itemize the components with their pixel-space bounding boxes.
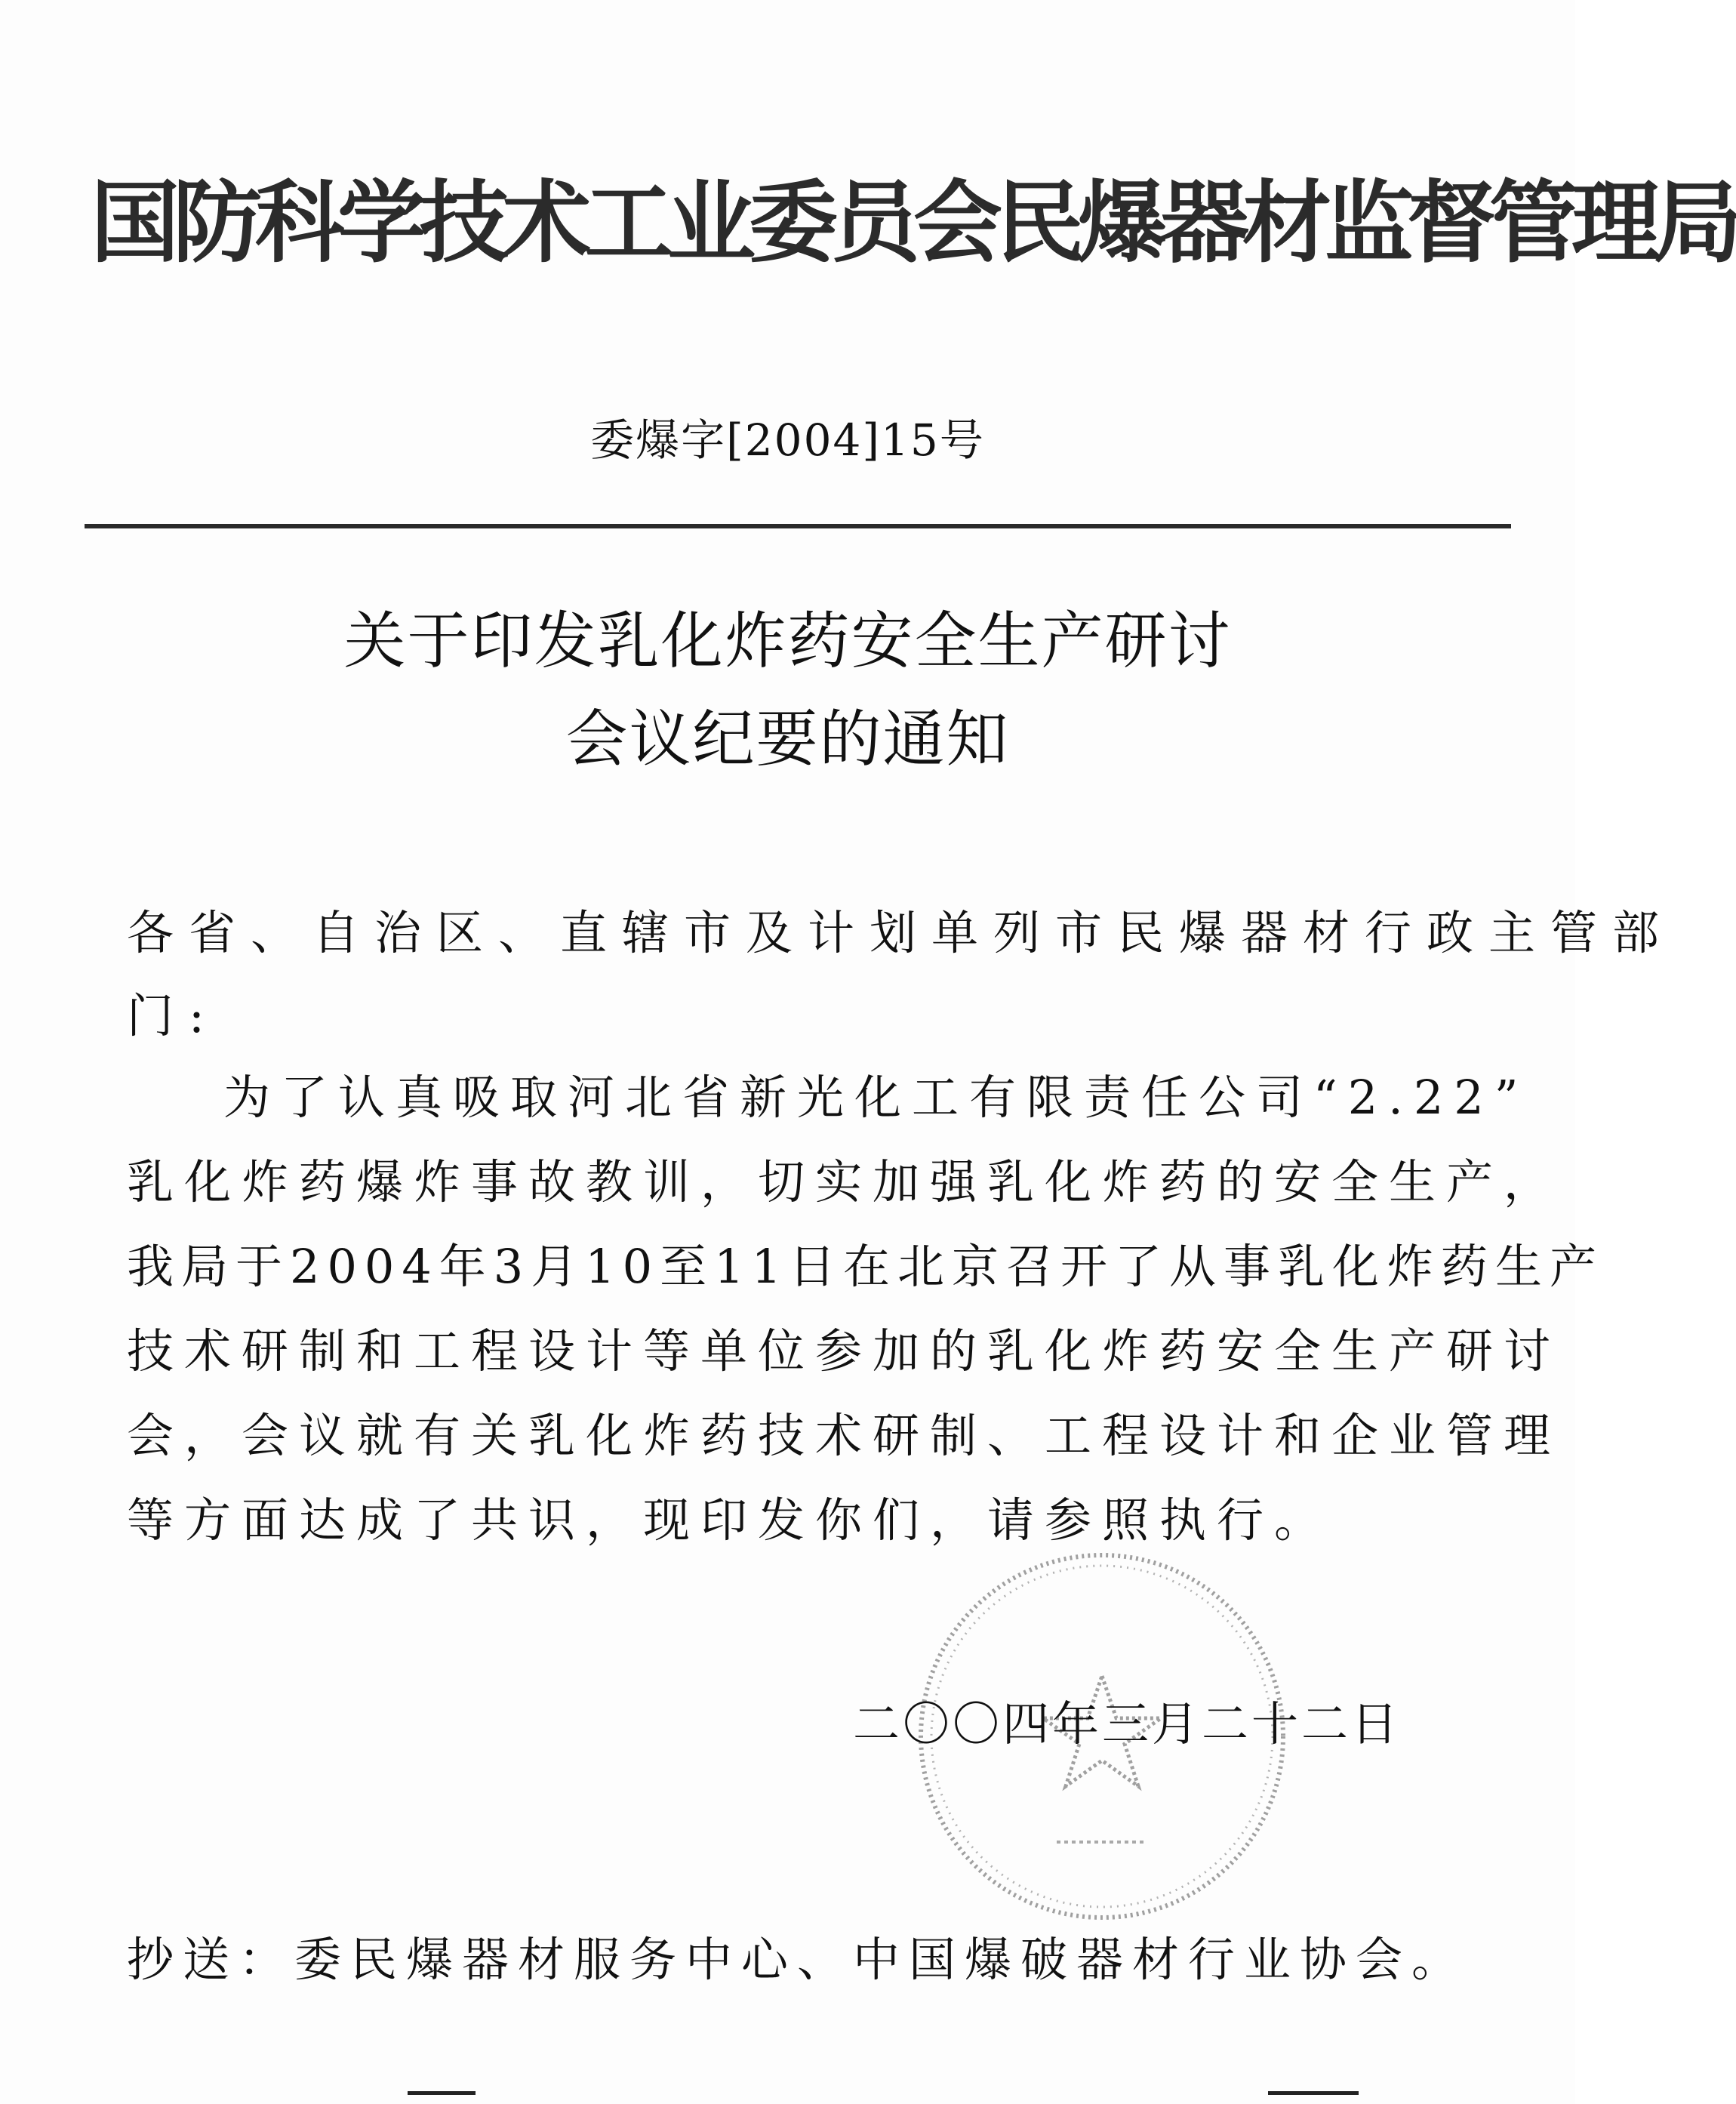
organization-header: 国防科学技术工业委员会民爆器材监督管理局 — [91, 171, 1736, 275]
copy-to-line: 抄送：委民爆器材服务中心、中国爆破器材行业协会。 — [127, 1932, 1468, 1987]
salutation-line-1: 各省、自治区、直辖市及计划单列市民爆器材行政主管部 — [127, 905, 1675, 960]
footer-divider-left — [408, 2091, 476, 2095]
body-line-3: 我局于2004年3月10至11日在北京召开了从事乳化炸药生产 — [127, 1239, 1605, 1294]
header-divider — [85, 524, 1511, 528]
body-line-5: 会，会议就有关乳化炸药技术研制、工程设计和企业管理 — [127, 1408, 1562, 1463]
document-date: 二〇〇四年三月二十二日 — [853, 1696, 1402, 1751]
footer-divider-right — [1268, 2091, 1359, 2095]
document-title-line-1: 关于印发乳化炸药安全生产研讨 — [343, 605, 1232, 677]
document-title-line-2: 会议纪要的通知 — [565, 704, 1010, 775]
body-line-6: 等方面达成了共识，现印发你们，请参照执行。 — [127, 1493, 1332, 1548]
body-line-1: 为了认真吸取河北省新光化工有限责任公司“2.22” — [223, 1070, 1529, 1125]
document-number: 委爆字[2004]15号 — [590, 414, 985, 466]
body-line-4: 技术研制和工程设计等单位参加的乳化炸药安全生产研讨 — [127, 1323, 1562, 1379]
salutation-line-2: 门: — [127, 988, 220, 1043]
body-line-2: 乳化炸药爆炸事故教训，切实加强乳化炸药的安全生产， — [127, 1154, 1562, 1209]
